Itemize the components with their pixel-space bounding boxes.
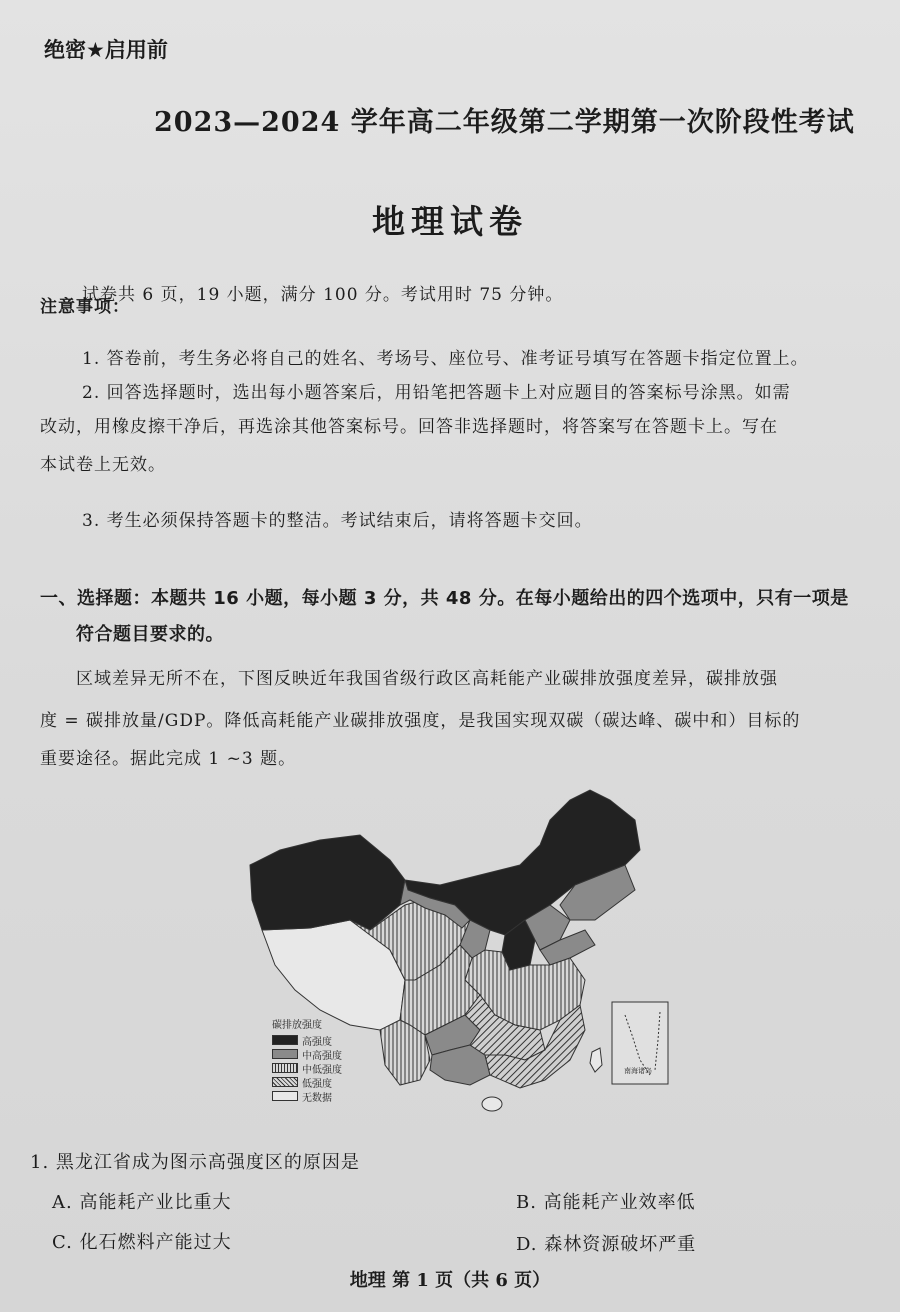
confidential-mark: 绝密★启用前 — [44, 38, 168, 62]
legend-row-nodata — [272, 1089, 342, 1103]
legend-row-high — [272, 1033, 342, 1047]
question-1-option-b: B. 高能耗产业效率低 — [516, 1192, 696, 1213]
page-footer: 地理 第 1 页（共 6 页） — [349, 1270, 551, 1291]
region-hainan — [482, 1097, 502, 1111]
section-heading-line1: 一、选择题：本题共 16 小题，每小题 3 分，共 48 分。在每小题给出的四个选项中，只有一项是 — [40, 588, 849, 609]
map-legend — [272, 1016, 342, 1103]
section-heading-line2: 符合题目要求的。 — [76, 624, 224, 645]
region-taiwan — [590, 1048, 602, 1072]
legend-swatch — [272, 1049, 298, 1059]
exam-title: 2023—2024 学年高二年级第二学期第一次阶段性考试 — [154, 107, 855, 138]
material-line2: 度 = 碳排放量/GDP。降低高耗能产业碳排放强度，是我国实现双碳（碳达峰、碳中和）目标的 — [40, 711, 801, 731]
legend-title: 碳排放强度 — [272, 1020, 322, 1031]
legend-label: 无数据 — [302, 1092, 332, 1104]
legend-row-midlow — [272, 1061, 342, 1075]
inset-label: 南海诸岛 — [624, 1067, 652, 1075]
legend-label: 中高强度 — [302, 1050, 342, 1062]
legend-swatch — [272, 1091, 298, 1101]
legend-row-midhigh — [272, 1047, 342, 1061]
legend-swatch — [272, 1035, 298, 1045]
notice-item-2-line2: 改动，用橡皮擦干净后，再选涂其他答案标号。回答非选择题时，将答案写在答题卡上。写在 — [40, 417, 778, 437]
question-1-option-c: C. 化石燃料产能过大 — [52, 1232, 232, 1253]
notice-item-2-line1: 2. 回答选择题时，选出每小题答案后，用铅笔把答题卡上对应题目的答案标号涂黑。如需 — [82, 383, 791, 403]
question-1-stem: 1. 黑龙江省成为图示高强度区的原因是 — [30, 1152, 360, 1173]
material-line1: 区域差异无所不在，下图反映近年我国省级行政区高耗能产业碳排放强度差异，碳排放强 — [76, 669, 778, 689]
legend-row-low — [272, 1075, 342, 1089]
material-line3: 重要途径。据此完成 1 ~3 题。 — [40, 749, 297, 769]
legend-label: 中低强度 — [302, 1064, 342, 1076]
legend-swatch — [272, 1077, 298, 1087]
notice-heading: 注意事项： — [40, 297, 130, 317]
notice-item-3: 3. 考生必须保持答题卡的整洁。考试结束后，请将答题卡交回。 — [82, 511, 593, 531]
exam-summary: 试卷共 6 页，19 小题，满分 100 分。考试用时 75 分钟。 — [82, 285, 564, 305]
question-1-option-d: D. 森林资源破坏严重 — [516, 1234, 697, 1255]
subject-title: 地理试卷 — [372, 202, 528, 241]
question-1-option-a: A. 高能耗产业比重大 — [52, 1192, 232, 1213]
legend-swatch — [272, 1063, 298, 1073]
legend-label: 高强度 — [302, 1036, 332, 1048]
region-xinjiang — [250, 835, 405, 930]
notice-item-1: 1. 答卷前，考生务必将自己的姓名、考场号、座位号、准考证号填写在答题卡指定位置上。 — [82, 349, 809, 369]
notice-item-2-line3: 本试卷上无效。 — [40, 455, 166, 475]
legend-label: 低强度 — [302, 1078, 332, 1090]
